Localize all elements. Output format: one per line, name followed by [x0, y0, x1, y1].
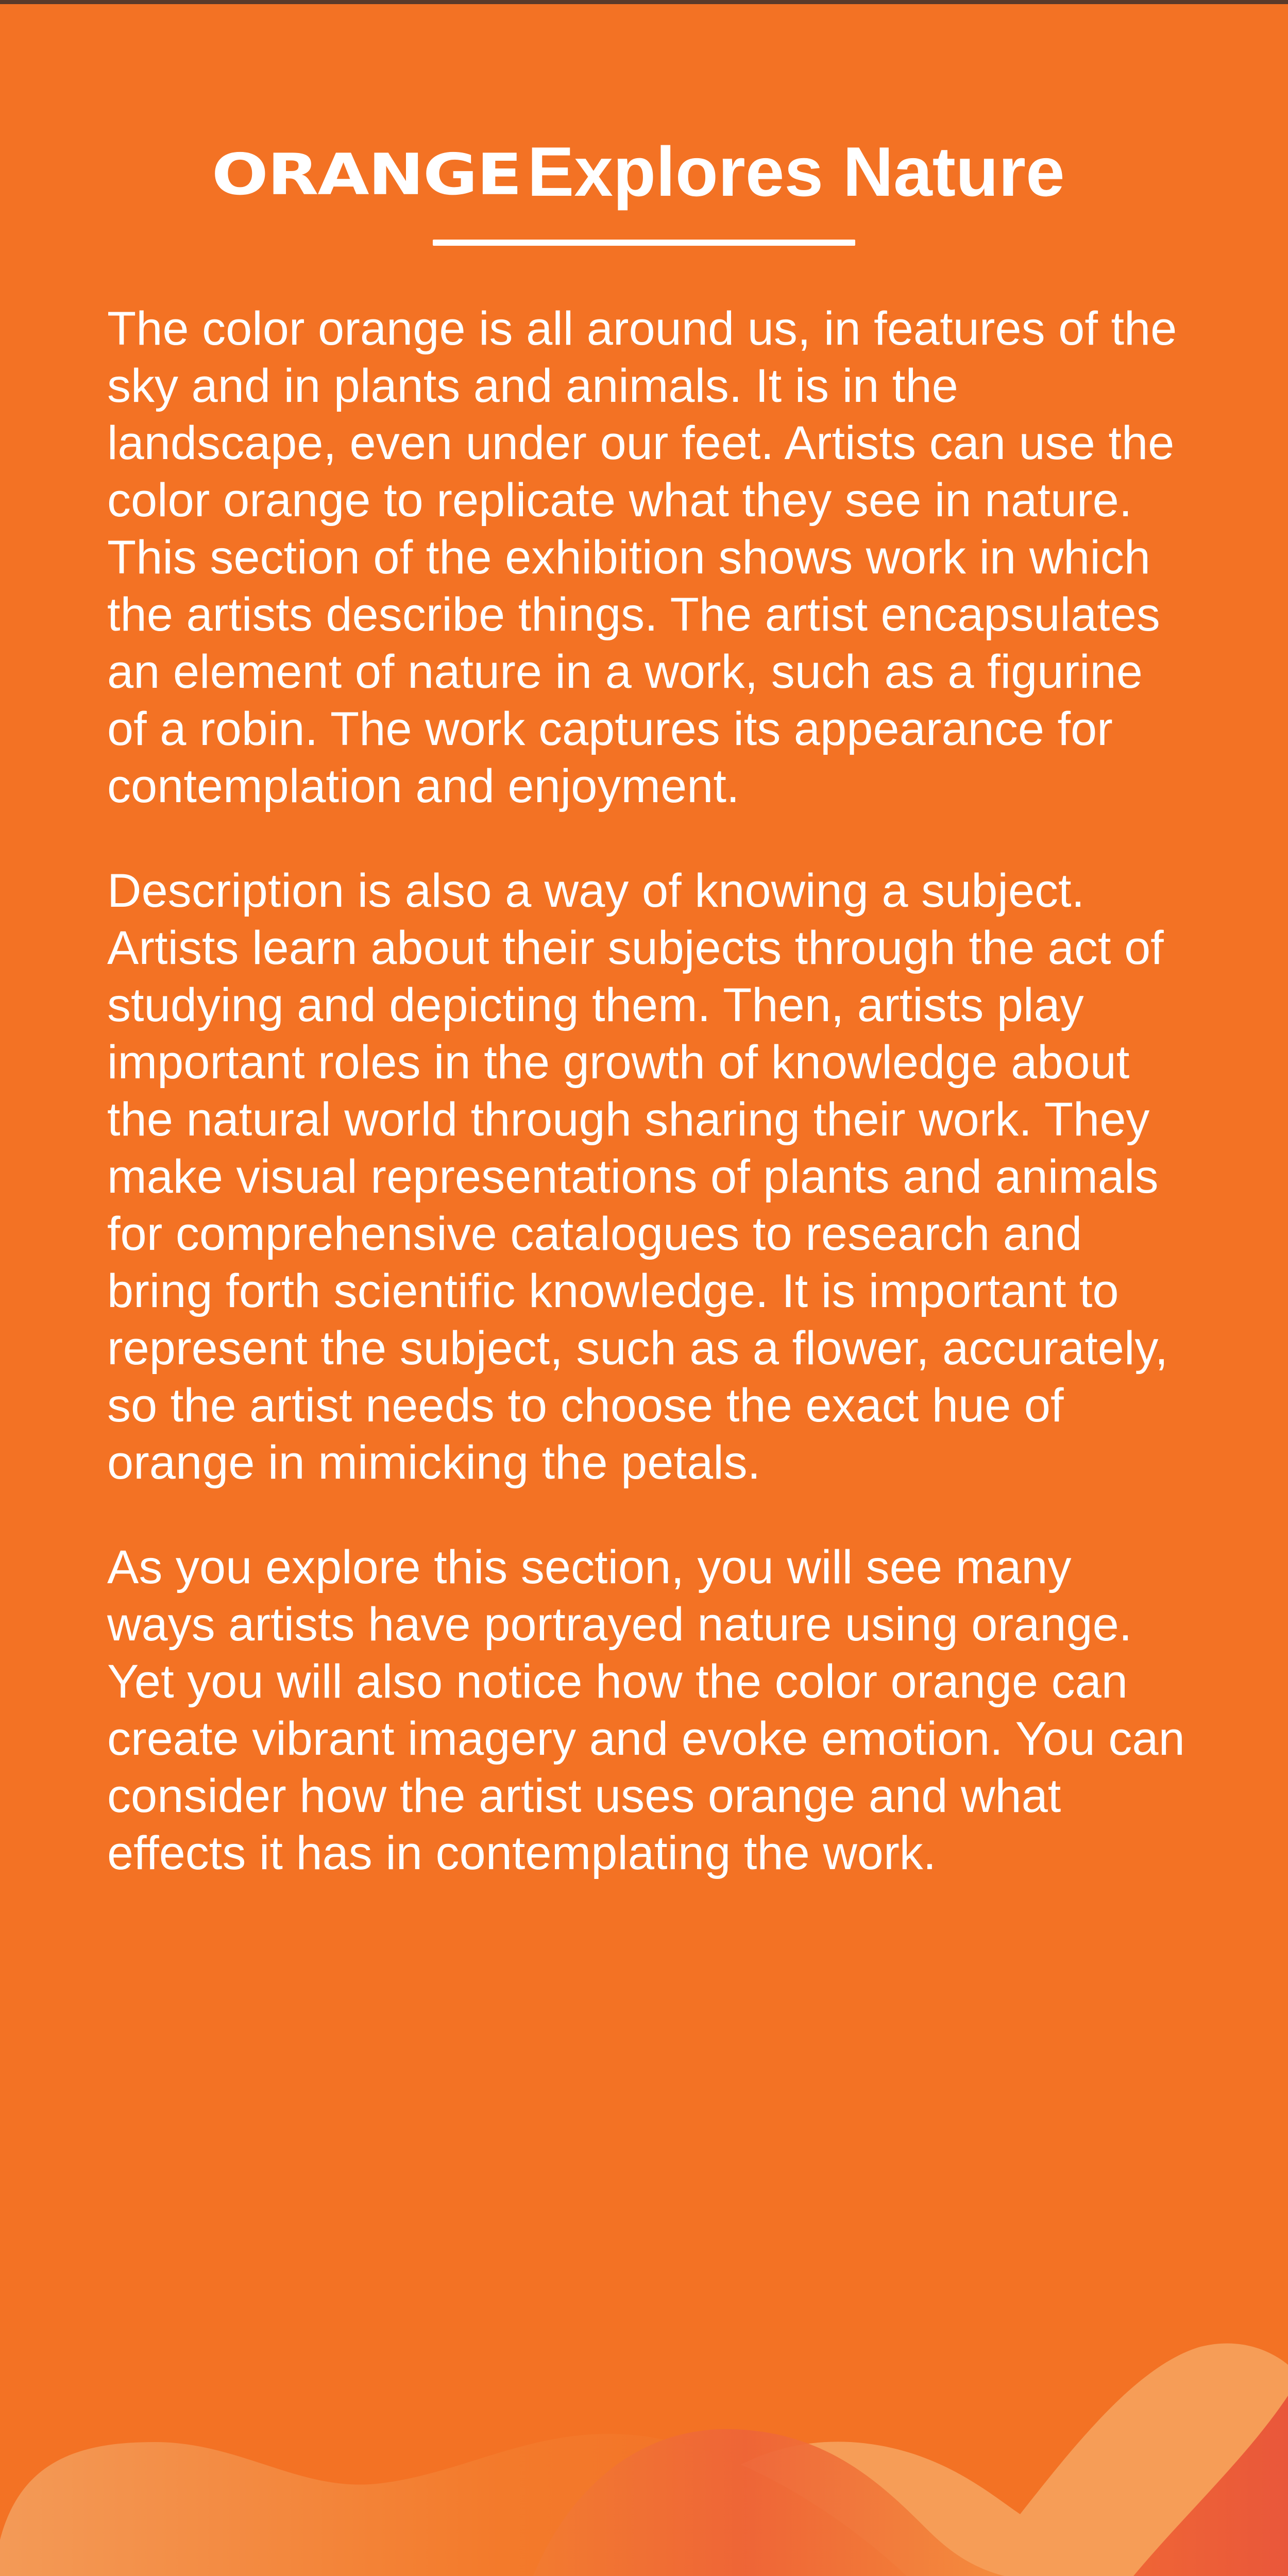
title-underline	[433, 240, 855, 246]
intro-paragraph: The color orange is all around us, in features of the sky and in plants and animals. It is in the landscape, even under our feet. Artists can use the color orange to replicate what they see in nature. This section of the exhibition shows work in which the artists describe things. The artist encapsulates an element of nature in a work, such as a figurine of a robin. The work captures its appearance for contemplation and enjoyment.	[107, 302, 1177, 812]
explore-paragraph: As you explore this section, you will see many ways artists have portrayed nature using orange. Yet you will also notice how the color orange can create vibrant imagery and evoke emotion. You can consider how the artist uses orange and what effects it has in contemplating the work.	[107, 1541, 1185, 1879]
page-title	[0, 128, 1288, 219]
panel-body	[107, 300, 1189, 1882]
title-brand-word: ORANGE	[212, 142, 521, 208]
decorative-waves	[0, 2226, 1288, 2576]
title-rest: Explores Nature	[527, 132, 1065, 211]
description-paragraph: Description is also a way of knowing a subject. Artists learn about their subjects through the act of studying and depicting them. Then, artists play important roles in the growth of knowledge about the natural world through sharing their work. They make visual representations of plants and animals for comprehensive catalogues to research and bring forth scientific knowledge. It is important to represent the subject, such as a flower, accurately, so the artist needs to choose the exact hue of orange in mimicking the petals.	[107, 865, 1168, 1489]
panel-header	[0, 128, 1288, 246]
